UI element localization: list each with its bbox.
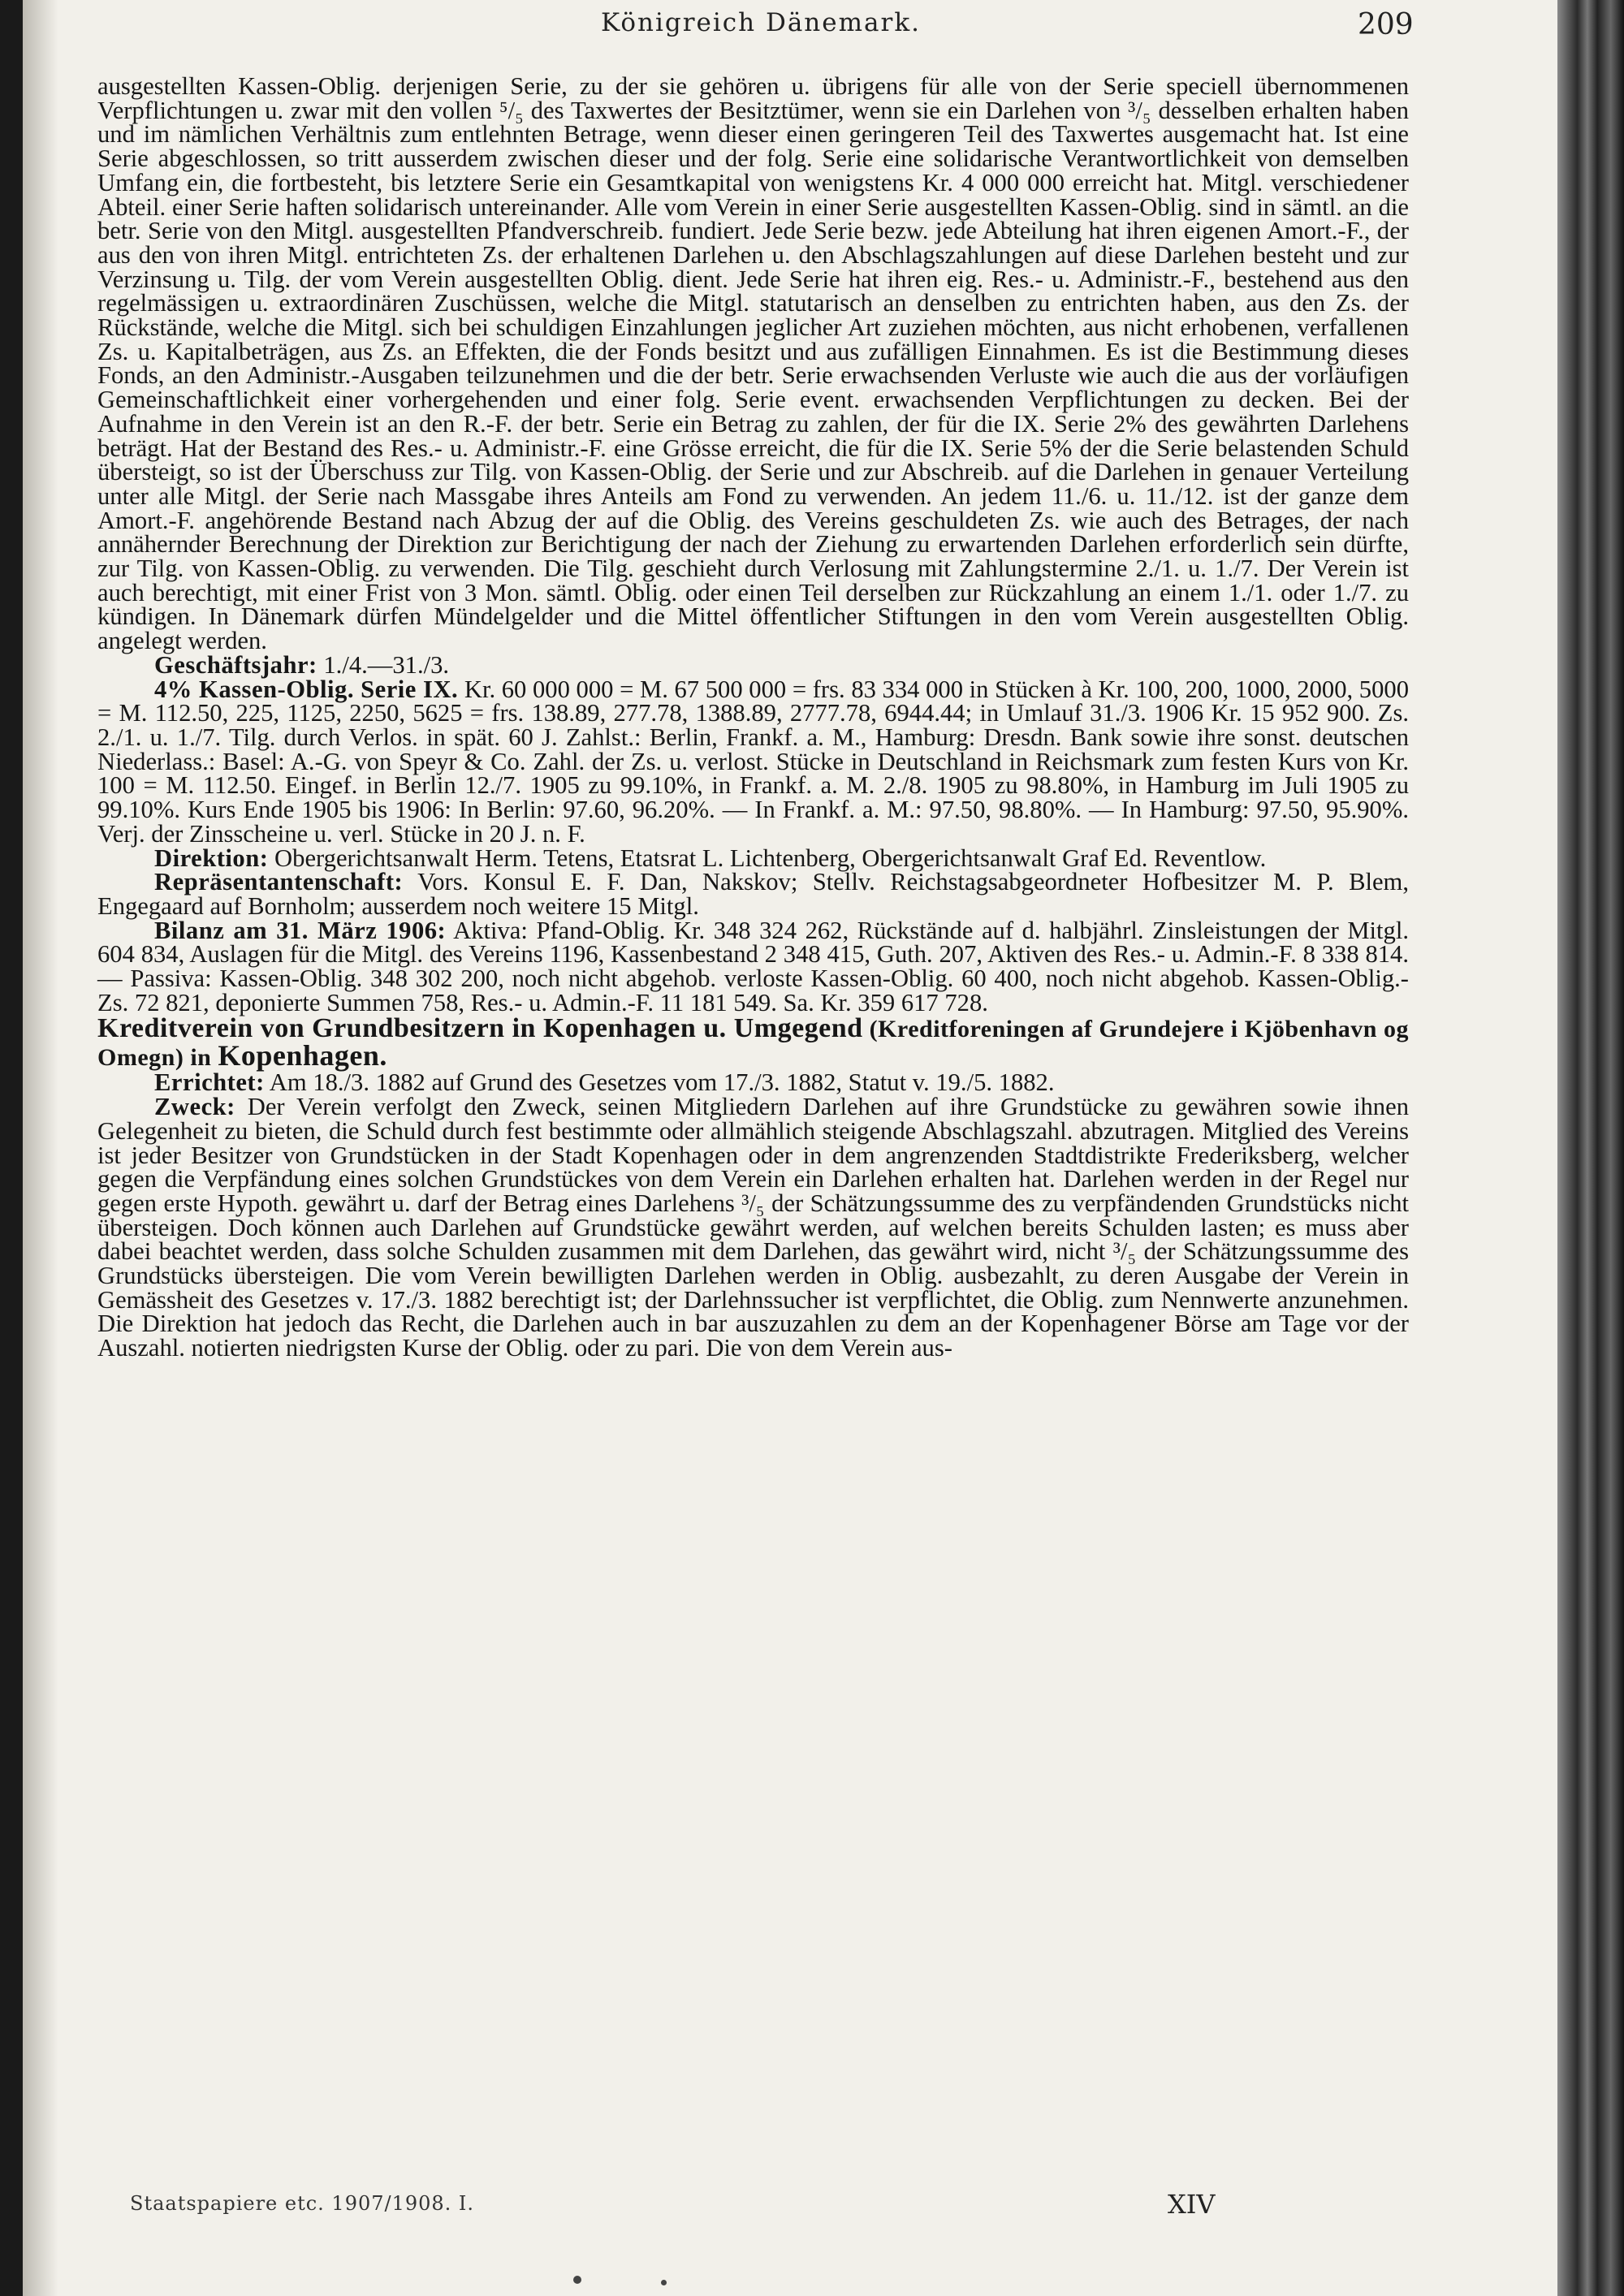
direktion-text: Obergerichtsanwalt Herm. Tetens, Etatsrat L. Lichtenberg, Obergerichtsanwalt Graf Ed. Reventlow. [268,844,1267,872]
zweck-label: Zweck: [154,1093,235,1121]
heading-city: Kopenhagen. [218,1039,387,1072]
direktion-entry [97,844,1409,872]
footer-signature: Staatspapiere etc. 1907/1908. I. [130,2192,475,2215]
section-heading [97,1015,1409,1071]
footer-sheet-number: XIV [1168,2189,1216,2220]
errichtet-text: Am 18./3. 1882 auf Grund des Gesetzes vom 17./3. 1882, Statut v. 19./5. 1882. [264,1068,1055,1097]
geschaeftsjahr-text: 1./4.—31./3. [317,650,450,679]
page-left-shadow [23,0,58,2296]
continued-paragraph: ausgestellten Kassen-Oblig. derjenigen Serie, zu der sie gehören u. übrigens für alle von der Serie speciell übernommenen Verpflichtungen u. zwar mit den vollen ⁵/₅ des Taxwertes der Besitztümer, wenn sie ein Darlehen von ³/₅ desselben erhalten haben und im nämlichen Verhältnis zum entlehnten Betrage, wenn dieser einen geringeren Teil des Taxwertes ausgemacht hat. Ist eine Serie abgeschlossen, so tritt ausserdem zwischen dieser und der folg. Serie eine solidarische Verantwortlichkeit von demselben Umfang ein, die fortbesteht, bis letztere Serie ein Gesamtkapital von wenigstens Kr. 4 000 000 erreicht hat. Mitgl. verschiedener Abteil. einer Serie haften solidarisch untereinander. Alle vom Verein in einer Serie ausgestellten Kassen-Oblig. sind in sämtl. an die betr. Serie von den Mitgl. ausgestellten Pfandverschreib. fundiert. Jede Serie bezw. jede Abteilung hat ihren eigenen Amort.-F., der aus den von ihren Mitgl. entrichteten Zs. der erhaltenen Darlehen u. den Abschlagszahlungen auf diese Darlehen besteht und zur Verzinsung u. Tilg. der vom Verein ausgestellten Oblig. dient. Jede Serie hat ihren eig. Res.- u. Administr.-F., bestehend aus den regelmässigen u. extraordinären Zuschüssen, welche die Mitgl. statutarisch an denselben zu entrichten haben, aus den Zs. der Rückstände, welche die Mitgl. sich bei schuldigen Einzahlungen jeglicher Art zuziehen möchten, aus nicht erhobenen, verfallenen Zs. u. Kapitalbeträgen, aus Zs. an Effekten, die der Fonds besitzt und aus zufälligen Einnahmen. Es ist die Bestimmung dieses Fonds, an den Administr.-Ausgaben teilzunehmen und die der betr. Serie erwachsenden Verluste wie auch die aus der vorläufigen Gemeinschaftlichkeit einer vorhergehenden und einer folg. Serie event. erwachsenden Verpflichtungen zu decken. Bei der Aufnahme in den Verein ist an den R.-F. der betr. Serie ein Betrag zu zahlen, der für die IX. Serie 2% des gewährten Darlehens beträgt. Hat der Bestand des Res.- u. Administr.-F. eine Grösse erreicht, die für die IX. Serie 5% der die Serie belastenden Schuld übersteigt, so ist der Überschuss zur Tilg. von Kassen-Oblig. der Serie und zur Abschreib. auf die Darlehen in genauer Verteilung unter alle Mitgl. der Serie nach Massgabe ihres Anteils am Fond zu verwenden. An jedem 11./6. u. 11./12. ist der ganze dem Amort.-F. angehörende Bestand nach Abzug der auf die Oblig. des Vereins geschuldeten Zs. wie auch des Betrages, der nach annähernder Berechnung der Direktion zur Berichtigung der nach der Ziehung zu erwartenden Darlehen erforderlich sein dürfte, zur Tilg. von Kassen-Oblig. zu verwenden. Die Tilg. geschieht durch Verlosung mit Zahlungstermine 2./1. u. 1./7. Der Verein ist auch berechtigt, mit einer Frist von 3 Mon. sämtl. Oblig. oder einen Teil derselben zur Rückzahlung an einem 1./1. oder 1./7. zu kündigen. In Dänemark dürfen Mündelgelder und die Mittel öffentlicher Stiftungen in den vom Verein ausgestellten Oblig. angelegt werden. [97,72,1409,655]
geschaeftsjahr-entry [97,650,1409,679]
book-gutter [1557,0,1624,2296]
heading-main: Kreditverein von Grundbesitzern in Kopenhagen u. Umgegend [97,1013,863,1044]
page-body [97,72,1410,1362]
bilanz-entry [97,916,1409,1016]
errichtet-label: Errichtet: [154,1068,265,1097]
print-speck [661,2280,667,2285]
print-speck [573,2276,581,2284]
obligation-text: Kr. 60 000 000 = M. 67 500 000 = frs. 83 334 000 in Stücken à Kr. 100, 200, 1000, 2000, 5000 = M. 112.50, 225, 1125, 2250, 5625 = frs. 138.89, 277.78, 1388.89, 2777.78, 6944.44; in Umlauf 31./3. 1906 Kr. 15 952 900. Zs. 2./1. u. 1./7. Tilg. durch Verlos. in spät. 60 J. Zahlst.: Berlin, Frankf. a. M., Hamburg: Dresdn. Bank sowie ihre sonst. deutschen Niederlass.: Basel: A.-G. von Speyr & Co. Zahl. der Zs. u. verlost. Stücke in Deutschland in Reichsmark zum festen Kurs von Kr. 100 = M. 112.50. Eingef. in Berlin 12./7. 1905 zu 99.10%, in Frankf. a. M. 2./8. 1905 zu 98.80%, in Hamburg im Juli 1905 zu 99.10%. Kurs Ende 1905 bis 1906: In Berlin: 97.60, 96.20%. — In Frankf. a. M.: 97.50, 98.80%. — In Hamburg: 97.50, 95.90%. Verj. der Zinsscheine u. verl. Stücke in 20 J. n. F. [97,675,1409,848]
repraesentanten-text: Vors. Konsul E. F. Dan, Nakskov; Stellv. Reichstagsabgeordneter Hofbesitzer M. P. Blem, Engegaard auf Bornholm; ausserdem noch weitere 15 Mitgl. [97,868,1409,920]
obligation-entry [97,675,1409,848]
obligation-label: 4% Kassen-Oblig. Serie IX. [154,675,459,703]
geschaeftsjahr-label: Geschäftsjahr: [154,650,317,679]
running-head-title: Königreich Dänemark. [601,8,921,37]
errichtet-entry [97,1068,1409,1097]
zweck-entry [97,1095,1409,1361]
page-number: 209 [1358,8,1414,41]
repraesentanten-entry [97,870,1409,918]
bilanz-label: Bilanz am 31. März 1906: [154,916,447,944]
heading-sub: (Kreditforeningen af Grundejere i Kjöbenhavn og Omegn) in [97,1016,1410,1072]
zweck-text: Der Verein verfolgt den Zweck, seinen Mitgliedern Darlehen auf ihre Grundstücke zu gewähren sowie ihnen Gelegenheit zu bieten, die Schuld durch fest bestimmte oder allmählich steigende Abschlagszahl. abzutragen. Mitglied des Vereins ist jeder Besitzer von Grundstücken in der Stadt Kopenhagen oder in dem angrenzenden Stadtdistrikte Frederiksberg, welcher gegen die Verpfändung eines solchen Grundstückes von dem Verein ein Darlehen erhalten hat. Darlehen werden in der Regel nur gegen erste Hypoth. gewährt u. darf der Betrag eines Darlehens ³/₅ der Schätzungssumme des zu verpfändenden Grundstücks nicht übersteigen. Doch können auch Darlehen auf Grundstücke gewährt werden, auf welchen bereits Schulden lasten; es muss aber dabei beachtet werden, dass solche Schulden zusammen mit dem Darlehen, das gewährt wird, nicht ³/₅ der Schätzungssumme des Grundstücks übersteigen. Die vom Verein bewilligten Darlehen werden in Oblig. ausbezahlt, zu deren Ausgabe der Verein in Gemässheit des Gesetzes v. 17./3. 1882 berechtigt ist; der Darlehnssucher ist verpflichtet, die Oblig. zum Nennwerte anzunehmen. Die Direktion hat jedoch das Recht, die Darlehen auch in bar auszuzahlen zu dem an der Kopenhagener Börse am Tage vor der Auszahl. notierten niedrigsten Kurse der Oblig. oder zu pari. Die von dem Verein aus- [97,1093,1409,1362]
bilanz-text: Aktiva: Pfand-Oblig. Kr. 348 324 262, Rückstände auf d. halbjährl. Zinsleistungen der Mitgl. 604 834, Auslagen für die Mitgl. des Vereins 1196, Kassenbestand 2 348 415, Guth. 207, Aktiven des Res.- u. Admin.-F. 8 338 814. — Passiva: Kassen-Oblig. 348 302 200, noch nicht abgehob. verloste Kassen-Oblig. 60 400, noch nicht abgehob. Kassen-Oblig.-Zs. 72 821, deponierte Summen 758, Res.- u. Admin.-F. 11 181 549. Sa. Kr. 359 617 728. [97,916,1409,1016]
direktion-label: Direktion: [154,844,269,872]
repraesentanten-label: Repräsentantenschaft: [154,868,404,896]
